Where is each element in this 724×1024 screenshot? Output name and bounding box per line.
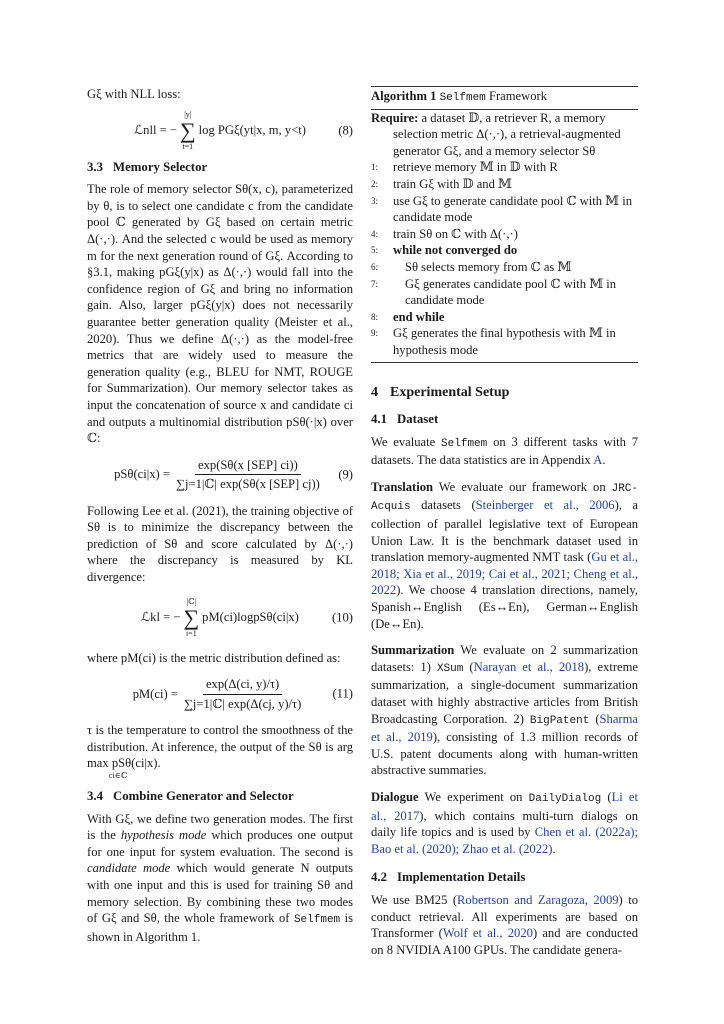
line-number: 3: bbox=[371, 195, 379, 206]
algorithm-line bbox=[371, 259, 638, 276]
right-column bbox=[371, 86, 638, 958]
equation-11: pM(ci) = $\frac{\exp(\Delta(ci, y)/\tau)}{\text{∑j=1|ℂ| exp(Δ(cj, y)/τ)}}$ (11) bbox=[132, 677, 353, 711]
citation-link[interactable]: Chen et al. (2022a); Bao et al. (2020); Zhao et al. (2022) bbox=[371, 825, 638, 856]
section-heading-4-1: 4.1 Dataset bbox=[371, 412, 439, 427]
intro-text: Gξ with NLL loss: bbox=[87, 87, 181, 101]
line-text: retrieve memory 𝕄 in 𝔻 with R bbox=[393, 160, 558, 175]
citation-link[interactable]: Narayan et al., 2018 bbox=[473, 659, 585, 674]
sum-symbol: |ℂ| ∑ i=1 bbox=[183, 596, 200, 638]
citation-link[interactable]: Wolf et al., 2020 bbox=[442, 926, 533, 941]
algorithm-box bbox=[371, 86, 638, 363]
equation-number: (8) bbox=[338, 123, 353, 138]
algorithm-line bbox=[371, 226, 638, 243]
line-number: 6: bbox=[371, 261, 379, 272]
fraction: $\frac{\exp(\Delta(ci, y)/\tau)}{\text{∑j=1|ℂ| exp(Δ(cj, y)/τ)}}$ bbox=[183, 677, 302, 711]
line-text: Gξ generates the final hypothesis with 𝕄 in hypothesis mode bbox=[393, 326, 616, 357]
paragraph-implementation: We use BM25 (Robertson and Zaragoza, 2009) to conduct retrieval. All experiments are based on Transformer (Wolf et al., 2020) and are conducted on 8 NVIDIA A100 GPUs. The candidate genera- bbox=[371, 892, 638, 957]
line-number: 2: bbox=[371, 178, 379, 189]
left-column bbox=[87, 86, 353, 945]
equation-number: (11) bbox=[332, 686, 353, 701]
line-number: 4: bbox=[371, 228, 379, 239]
algorithm-line bbox=[371, 325, 638, 358]
algorithm-lines bbox=[371, 159, 638, 361]
paragraph-temperature: τ is the temperature to control the smoothness of the distribution. At inference, the output of the Sθ is arg max pSθ(ci|x). bbox=[87, 723, 353, 771]
paragraph-metric: where pM(ci) is the metric distribution defined as: bbox=[87, 650, 341, 665]
algorithm-line bbox=[371, 276, 638, 309]
line-text: Gξ generates candidate pool ℂ with 𝕄 in candidate mode bbox=[405, 276, 617, 308]
algorithm-line bbox=[371, 193, 638, 226]
citation-link[interactable]: Steinberger et al., 2006 bbox=[475, 498, 615, 513]
equation-number: (10) bbox=[332, 610, 353, 625]
sum-symbol: |y| ∑ t=1 bbox=[179, 109, 196, 151]
equation-number: (9) bbox=[338, 467, 353, 482]
line-number: 7: bbox=[371, 278, 379, 289]
paragraph-combine: With Gξ, we define two generation modes. The first is the hypothesis mode which produces one output for one input for system evaluation. The second is candidate mode which would generate N outputs with one input and this is used for training Sθ and memory selection. By combining these two modes of Gξ and Sθ, the whole framework of Selfmem is shown in Algorithm 1. bbox=[87, 811, 353, 944]
section-heading-4: 4 Experimental Setup bbox=[371, 384, 510, 400]
line-text: while not converged do bbox=[393, 243, 518, 258]
citation-link[interactable]: Robertson and Zaragoza, 2009 bbox=[457, 892, 619, 907]
paragraph-kl: Following Lee et al. (2021), the training objective of Sθ is to minimize the discrepancy between the prediction of Sθ and score calculated by Δ(·,·) where the discrepancy is measured by KL divergence: bbox=[87, 503, 353, 585]
citation-link[interactable]: Gu et al., 2018; Xia et al., 2019; Cai et al., 2021; Cheng et al., 2022 bbox=[371, 550, 638, 598]
equation-10: ℒkl = − |ℂ| ∑ i=1 pM(ci)logpSθ(ci|x) (10) bbox=[141, 596, 353, 638]
algorithm-line bbox=[371, 159, 638, 176]
paragraph-summarization: Summarization We evaluate on 2 summarization datasets: 1) XSum (Narayan et al., 2018), extreme summarization, a single-document summarization dataset with highly abstractive articles from British Broadcasting Corporation. 2) BigPatent (Sharma et al., 2019), consisting of 1.3 million records of U.S. patent documents along with human-written abstractive summaries. bbox=[371, 643, 639, 778]
equation-9: pSθ(ci|x) = $\frac{\text{exp(Sθ(x [SEP] ci))}}{\text{∑j=1|ℂ| exp(Sθ(x [SEP] cj))}}$ (9) bbox=[114, 457, 353, 492]
algorithm-require: Require: a dataset 𝔻, a retriever R, a memory selection metric Δ(·,·), a retrieval-augmented generator Gξ, and a memory selector Sθ bbox=[371, 110, 621, 158]
citation-link[interactable]: Li et al., 2017 bbox=[371, 789, 639, 823]
line-text: train Sθ on ℂ with Δ(·,·) bbox=[393, 226, 518, 241]
line-number: 8: bbox=[371, 311, 379, 322]
line-number: 5: bbox=[371, 245, 379, 256]
section-heading-3-4: 3.4 Combine Generator and Selector bbox=[87, 789, 294, 804]
fraction: $\frac{\text{exp(Sθ(x [SEP] ci))}}{\text{∑j=1|ℂ| exp(Sθ(x [SEP] cj))}}$ bbox=[176, 457, 320, 492]
algorithm-line bbox=[371, 309, 638, 326]
line-text: use Gξ to generate candidate pool ℂ with 𝕄 in candidate mode bbox=[393, 193, 633, 225]
section-heading-4-2: 4.2 Implementation Details bbox=[371, 870, 526, 885]
argmax-subscript: ci∈ℂ bbox=[109, 771, 128, 781]
line-number: 1: bbox=[371, 162, 379, 173]
paragraph-dataset: We evaluate Selfmem on 3 different tasks with 7 datasets. The data statistics are in Appendix A. bbox=[371, 434, 639, 468]
line-number: 9: bbox=[371, 328, 379, 339]
paragraph-translation: Translation We evaluate our framework on JRC-Acquis datasets (Steinberger et al., 2006), a collection of parallel legislative text of European Union Law. It is the benchmark dataset used in translation memory-augmented NMT task (Gu et al., 2018; Xia et al., 2019; Cai et al., 2021; Cheng et al., 2022). We choose 4 translation directions, namely, Spanish↔English (Es↔En), German↔English (De↔En). bbox=[371, 479, 638, 631]
line-text: end while bbox=[393, 309, 445, 324]
algorithm-line bbox=[371, 176, 638, 193]
line-text: Sθ selects memory from ℂ as 𝕄 bbox=[405, 259, 572, 274]
equation-8: ℒnll = − |y| ∑ t=1 log PGξ(yt|x, m, y<t) (8) bbox=[134, 109, 353, 151]
algorithm-title: Algorithm 1 Selfmem Framework bbox=[371, 87, 638, 110]
algorithm-line bbox=[371, 242, 638, 259]
appendix-link[interactable]: A bbox=[593, 453, 603, 468]
line-text: train Gξ with 𝔻 and 𝕄 bbox=[393, 176, 512, 191]
section-heading-3-3: 3.3 Memory Selector bbox=[87, 159, 208, 174]
citation-link[interactable]: Sharma et al., 2019 bbox=[371, 711, 638, 745]
paragraph-dialogue: Dialogue We experiment on DailyDialog (Li et al., 2017), which contains multi-turn dialogs on daily life topics and is used by Chen et al. (2022a); Bao et al. (2020); Zhao et al. (2022). bbox=[371, 789, 639, 856]
paragraph-memory-selector: The role of memory selector Sθ(x, c), parameterized by θ, is to select one candidate c from the candidate pool ℂ generated by Gξ based on certain metric Δ(·,·). And the selected c would be used as memory m for the next generation round of Gξ. According to §3.1, making pGξ(y|x) as Δ(·,·) would fall into the confidence region of Gξ and bring no information gain. Also, larger pGξ(y|x) does not necessarily guarantee better generation quality (Meister et al., 2020). Thus we define Δ(·,·) as the model-free metrics that are widely used to measure the generation quality (e.g., BLEU for NMT, ROUGE for Summarization). Our memory selector takes as input the concatenation of source x and candidate ci and outputs a multinomial distribution pSθ(·|x) over ℂ: bbox=[87, 182, 353, 446]
